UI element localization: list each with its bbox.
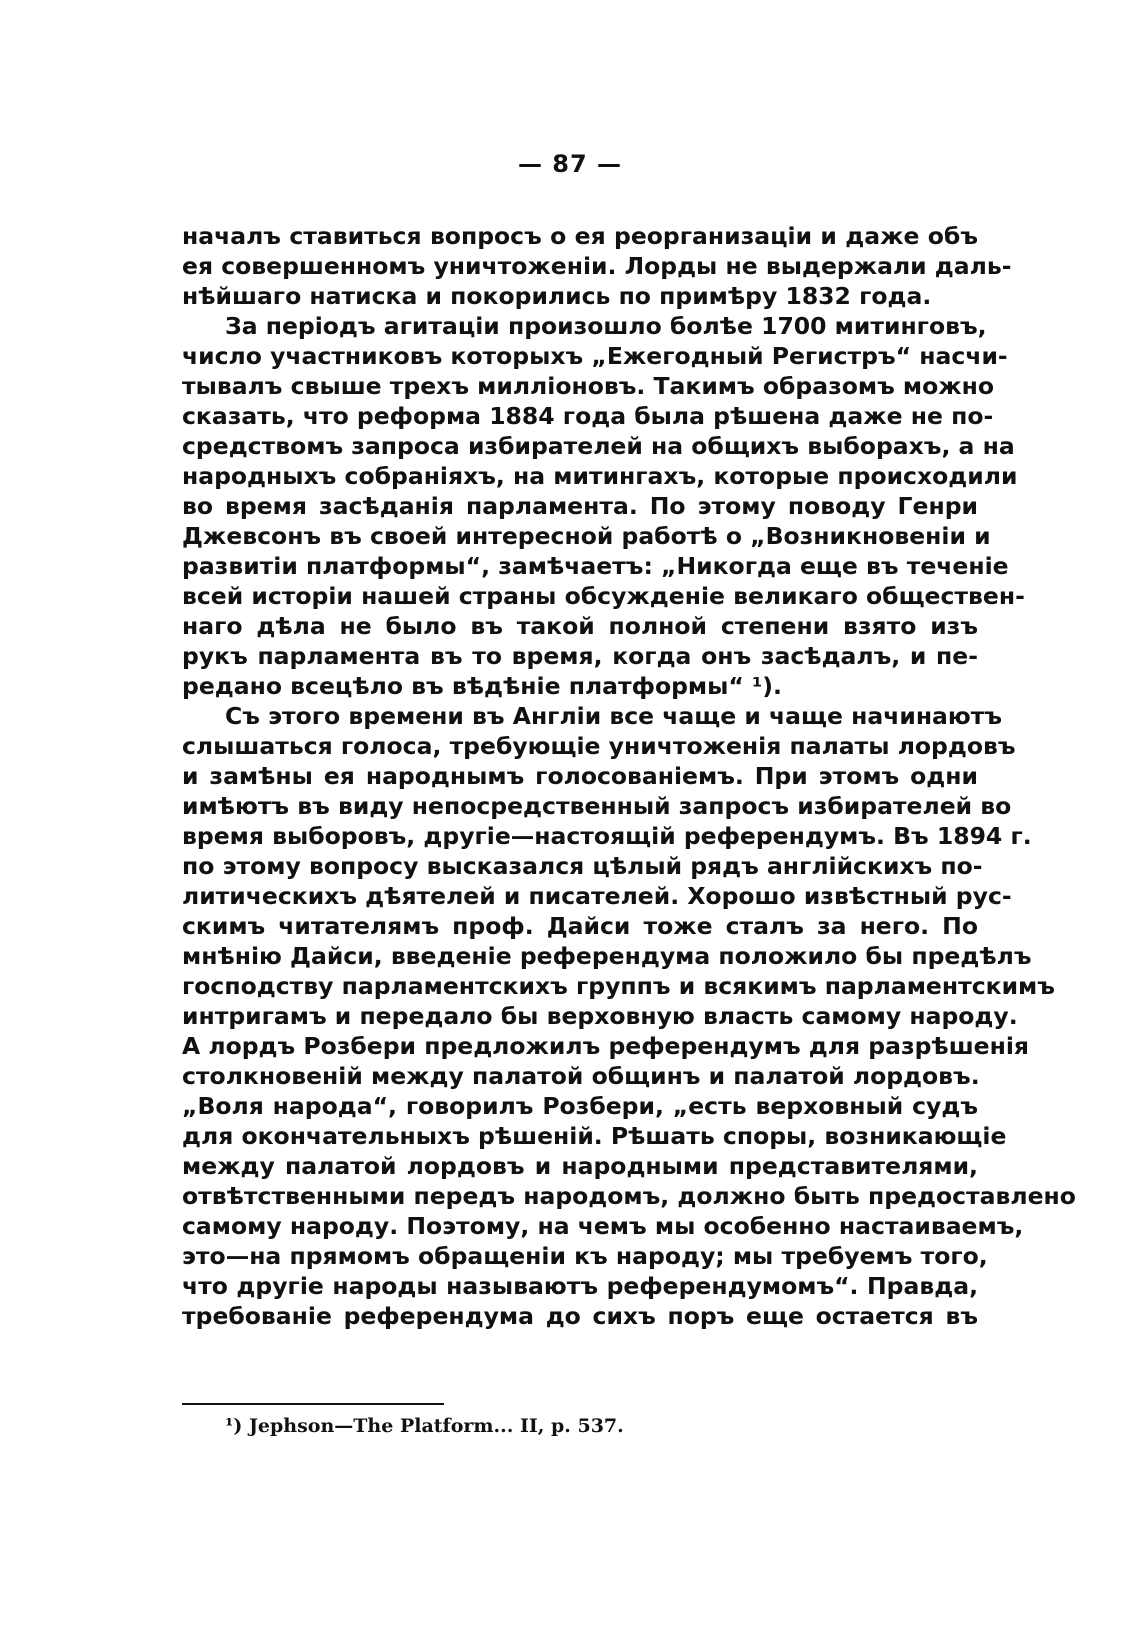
text-line: слышаться голоса, требующіе уничтоженія палаты лордовъ (182, 732, 1016, 760)
text-line: это—на прямомъ обращеніи къ народу; мы требуемъ того, (182, 1242, 988, 1270)
text-line: нѣйшаго натиска и покорились по примѣру 1832 года. (182, 282, 932, 310)
text-line: интригамъ и передало бы верховную власть самому народу. (182, 1002, 1018, 1030)
text-line: требованіе референдума до сихъ поръ еще остается въ (182, 1302, 978, 1330)
text-line: столкновеній между палатой общинъ и палатой лордовъ. (182, 1062, 980, 1090)
text-line: сказать, что реформа 1884 года была рѣшена даже не по- (182, 402, 994, 430)
text-line: между палатой лордовъ и народными представителями, (182, 1152, 978, 1180)
text-line: самому народу. Поэтому, на чемъ мы особенно настаиваемъ, (182, 1212, 1024, 1240)
text-line: народныхъ собраніяхъ, на митингахъ, которые происходили (182, 462, 1018, 490)
text-line: господству парламентскихъ группъ и всякимъ парламентскимъ (182, 972, 1055, 1000)
text-line: За періодъ агитаціи произошло болѣе 1700 митинговъ, (225, 312, 987, 340)
text-line: литическихъ дѣятелей и писателей. Хорошо извѣстный рус- (182, 882, 1012, 910)
text-line: для окончательныхъ рѣшеній. Рѣшать споры, возникающіе (182, 1122, 1007, 1150)
text-line: началъ ставиться вопросъ о ея реорганизаціи и даже объ (182, 222, 978, 250)
text-line: отвѣтственными передъ народомъ, должно быть предоставлено (182, 1182, 1076, 1210)
text-line: мнѣнію Дайси, введеніе референдума положило бы предѣлъ (182, 942, 1032, 970)
text-line: скимъ читателямъ проф. Дайси тоже сталъ за него. По (182, 912, 978, 940)
footnote-text: Jephson—The Platform... II, p. 537. (248, 1415, 624, 1437)
text-line: имѣютъ въ виду непосредственный запросъ избирателей во (182, 792, 1012, 820)
footnote-marker: ¹) (225, 1415, 243, 1437)
text-line: средствомъ запроса избирателей на общихъ выборахъ, а на (182, 432, 1015, 460)
text-line: и замѣны ея народнымъ голосованіемъ. При этомъ одни (182, 762, 978, 790)
text-line: Джевсонъ въ своей интересной работѣ о „Возникновеніи и (182, 522, 991, 550)
text-line: во время засѣданія парламента. По этому поводу Генри (182, 492, 978, 520)
text-line: А лордъ Розбери предложилъ референдумъ для разрѣшенія (182, 1032, 1029, 1060)
text-line: время выборовъ, другіе—настоящій референдумъ. Въ 1894 г. (182, 822, 1032, 850)
body-text (182, 221, 1076, 1331)
text-line: редано всецѣло въ вѣдѣніе платформы“ ¹). (182, 672, 782, 700)
text-line: рукъ парламента въ то время, когда онъ засѣдалъ, и пе- (182, 642, 978, 670)
page-number: — 87 — (517, 150, 623, 178)
footnote (225, 1413, 624, 1439)
text-line: развитіи платформы“, замѣчаетъ: „Никогда еще въ теченіе (182, 552, 1009, 580)
text-line: что другіе народы называютъ референдумомъ“. Правда, (182, 1272, 978, 1300)
text-line: ея совершенномъ уничтоженіи. Лорды не выдержали даль- (182, 252, 1012, 280)
text-line: по этому вопросу высказался цѣлый рядъ англійскихъ по- (182, 852, 983, 880)
text-line: „Воля народа“, говорилъ Розбери, „есть верховный судъ (182, 1092, 978, 1120)
text-line: всей исторіи нашей страны обсужденіе великаго обществен- (182, 582, 1025, 610)
text-line: тывалъ свыше трехъ милліоновъ. Такимъ образомъ можно (182, 372, 995, 400)
text-line: число участниковъ которыхъ „Ежегодный Регистръ“ насчи- (182, 342, 1008, 370)
text-line: наго дѣла не было въ такой полной степени взято изъ (182, 612, 978, 640)
text-line: Съ этого времени въ Англіи все чаще и чаще начинаютъ (225, 702, 1003, 730)
footnote-divider (182, 1403, 444, 1405)
